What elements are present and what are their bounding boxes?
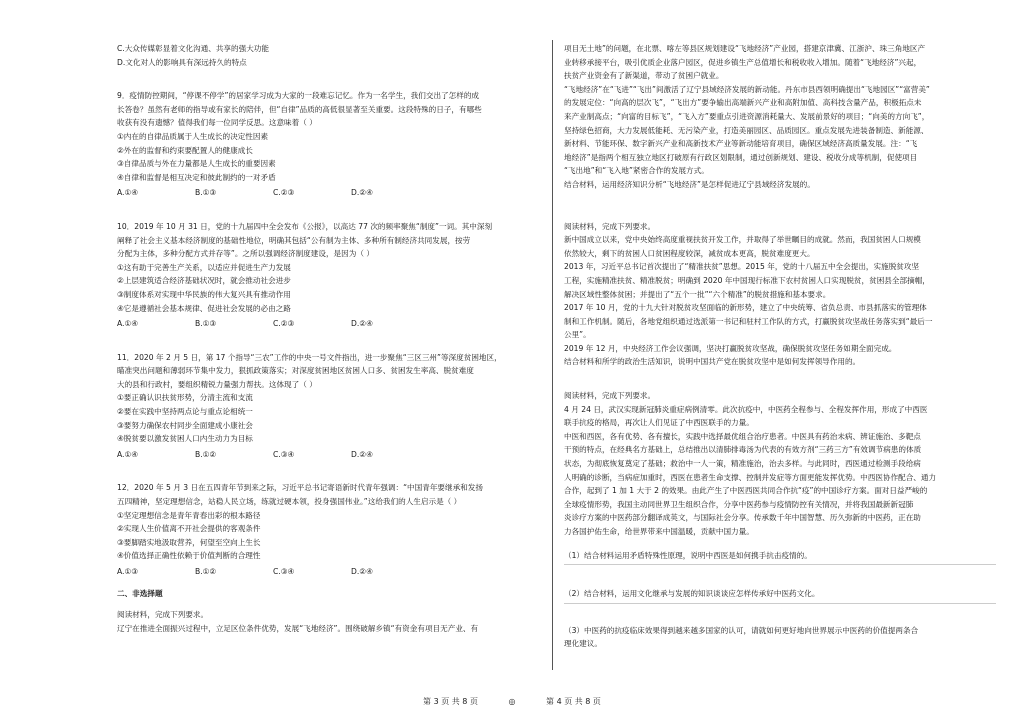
option-c: C.③④: [273, 567, 295, 576]
material-text: 力各国护佑生命，给世界带来中国温暖，贡献中国力量。: [564, 527, 754, 536]
material-text: 4 月 24 日，武汉实现新冠肺炎重症病例清零。此次抗疫中，中医药全程参与、全程发挥作用，形成了中西医: [564, 404, 928, 414]
question-11: [117, 351, 545, 462]
material-text: “飞地经济”在“飞进”“飞出”间激活了辽宁县域经济发展的新动能。丹东市县西领明确提出“飞地园区”“富营美”: [564, 84, 930, 94]
option-c: C.②③: [273, 188, 295, 198]
right-column: [564, 42, 996, 651]
center-mark: ◎: [508, 697, 516, 706]
sub-question-3-cont: 理化建议。: [564, 639, 602, 649]
material-text: 2017 年 10 月，党的十九大针对脱贫攻坚面临的新形势，建立了中央统筹、省负总责、市县抓落实的管理体: [564, 303, 927, 313]
question-13-continued: [564, 42, 996, 192]
statement-item: ②上层建筑适合经济基础状况时，就会推动社会进步: [117, 276, 291, 286]
option-d: D.②④: [351, 449, 373, 459]
material-text: 扶贫产业资金有了新渠道，带动了贫困户就业。: [564, 71, 724, 81]
left-column: [117, 42, 545, 635]
material-text: 中医和西医，各有优势、各有擅长，实践中选择最优组合治疗患者。中医具有药治未病、辨证施治、多靶点: [564, 431, 921, 441]
material-text: 坚持绿色招商，大力发展低能耗、无污染产业，打造美丽园区、品质园区。重点发展先进装备制造、新能源、: [564, 125, 929, 135]
option-a: A.①④: [117, 449, 139, 459]
material-text: 全球疫情形势，我国主动同世界卫生组织合作，分享中医药参与疫情防控有关情况，并将我国最新新冠肺: [564, 499, 914, 509]
question-stem: 11．2020 年 2 月 5 日，第 17 个指导“三农”工作的中央一号文件指出，进一步聚焦“三区三州”等深度贫困地区，: [117, 352, 502, 362]
material-text: “飞出地”和“飞入地”紧密合作的发展方式。: [564, 166, 709, 176]
statement-item: ①要正确认识扶贫形势，分清主流和支流: [117, 393, 253, 403]
material-text: 解决区域性整体贫困；并提出了“五个一批”“六个精准”的脱贫措施和基本要求。: [564, 289, 831, 299]
answer-options: [117, 186, 477, 200]
material-text: 公里”。: [564, 330, 591, 340]
statement-item: ①坚定理想信念是青年青春出彩的根本路径: [117, 510, 261, 520]
statement-item: ②要在实践中坚持两点论与重点论相统一: [117, 407, 253, 417]
material-intro: 阅读材料，完成下列要求。: [564, 221, 656, 231]
question-stem: 分配为主体，多种分配方式并存等”。之所以强调经济制度建设，是因为（ ）: [117, 249, 374, 259]
question-prompt: 结合材料，运用经济知识分析“飞地经济”是怎样促进辽宁县域经济发展的。: [564, 179, 815, 189]
statement-item: ①内在的自律品质属于人生成长的决定性因素: [117, 131, 269, 141]
statement-item: ④价值选择正确性依赖于价值判断的合理性: [117, 551, 261, 561]
option-d: D.②④: [351, 567, 373, 576]
sub-question-3: （3）中医药的抗疫临床效果得到越来越多国家的认可，请就如何更好地向世界展示中医药的价值提两条合: [564, 625, 919, 635]
material-text: 依然较大，剩下的贫困人口贫困程度较深，减贫成本更高，脱贫难度更大。: [564, 248, 815, 258]
answer-options: [117, 448, 477, 462]
option-c: C.③④: [273, 449, 295, 459]
statement-item: ③制度体系对实现中华民族的伟大复兴具有推动作用: [117, 289, 291, 299]
question-stem: 阐释了社会主义基本经济制度的基础性地位，明确其包括“公有制为主体、多种所有制经济共同发展，按劳: [117, 235, 471, 245]
material-text: 新材料、节能环保、数字新兴产业和高新技术产业等新动能培育项目，确保区域经济高质量发展。注：“飞: [564, 139, 918, 149]
question-12: [117, 481, 545, 578]
material-text: 新中国成立以来，党中央始终高度重视扶贫开发工作，并取得了举世瞩目的成就。然而，我国贫困人口规模: [564, 235, 921, 245]
option-c: C.②③: [273, 319, 295, 329]
q8-option-d: D.文化对人的影响具有深远持久的特点: [117, 57, 247, 67]
right-page-number: 第 4 页 共 8 页: [546, 697, 601, 706]
question-stem: 收获有没有遗憾？值得我们每一位同学反思。这意味着（ ）: [117, 118, 317, 128]
statement-item: ③要脚踏实地汲取营养，何望至空向上生长: [117, 537, 261, 547]
answer-options: [117, 317, 477, 331]
question-stem: 大的县和行政村，要组织精锐力量强力帮扶。这体现了（ ）: [117, 379, 317, 389]
option-a: A.①④: [117, 319, 139, 329]
page-footer: [0, 696, 1024, 707]
material-text: 工程，实施精准扶贫、精准脱贫；明确到 2020 年中国现行标准下农村贫困人口实现脱贫，贫困县全部摘帽，: [564, 275, 930, 285]
statement-item: ①这有助于完善生产关系，以适应并促进生产力发展: [117, 262, 291, 272]
material-text: 2013 年，习近平总书记首次提出了“精准扶贫”思想。2015 年，党的十八届五中全会提出，实施脱贫攻坚: [564, 262, 920, 272]
left-page-number: 第 3 页 共 8 页: [423, 697, 478, 706]
statement-item: ②实现人生价值离不开社会提供的客观条件: [117, 524, 261, 534]
material-text: 项目无土地”的问题，在北票、喀左等县区规划建设“飞地经济”产业园，搭建京津冀、江浙沪、珠三角地区产: [564, 44, 926, 53]
question-stem: 五四精神，坚定理想信念，站稳人民立场，练就过硬本领，投身强国伟业。”这给我们的人生启示是（ ）: [117, 497, 462, 507]
question-stem: 12．2020 年 5 月 3 日在五四青年节到来之际，习近平总书记寄语新时代青年强调：“中国青年要继承和发扬: [117, 483, 483, 493]
material-intro: 阅读材料，完成下列要求。: [117, 610, 209, 620]
question-stem: 9．疫情防控期间，“停课不停学”的居家学习成为大家的一段难忘记忆。作为一名学生，我们交出了怎样的成: [117, 91, 480, 101]
statement-item: ③要努力确保农村同步全面建成小康社会: [117, 420, 253, 430]
statement-item: ④自律和监督是相互决定和彼此制约的一对矛盾: [117, 172, 276, 182]
material-text: 干预的特点，在经典名方基础上，总结推出以清肺排毒汤为代表的有效方剂“三药三方”有效调节病患的体质: [564, 445, 922, 455]
material-text: 联手抗疫的格局，再次让人们见证了中西医联手的力量。: [564, 418, 754, 428]
material-text: 地经济”是指两个相互独立地区打破原有行政区划限制，通过创新规划、建设、税收分成等机制，促使项目: [564, 152, 918, 162]
question-stem: 10．2019 年 10 月 31 日，党的十九届四中全会发布《公报》，以高达 77 次的频率聚焦“制度”一词。其中深刻: [117, 221, 493, 231]
option-d: D.②④: [351, 319, 373, 329]
question-9: [117, 89, 545, 200]
q8-option-c: C.大众传媒彰显着文化沟通、共享的强大功能: [117, 44, 269, 53]
question-15: [564, 389, 996, 651]
material-text: 业转移承接平台，吸引优质企业落户园区，促进乡镇生产总值增长和税收收入增加。随着“飞地经济”兴起，: [564, 57, 922, 67]
question-prompt: 结合材料和所学的政治生活知识，说明中国共产党在脱贫攻坚中是如何发挥领导作用的。: [564, 357, 861, 367]
section-heading: 二、非选择题: [117, 588, 163, 598]
option-a: A.①④: [117, 188, 139, 198]
material-text: 炎诊疗方案的中医药部分翻译成英文，与国际社会分享。传承数千年中国智慧、历久弥新的中医药，正在助: [564, 513, 921, 523]
material-text: 的发展定位：“向高的层次飞”，“飞出方”要争输出高端新兴产业和高附加值、高科技含量产品，积极拓点未: [564, 98, 922, 108]
sub-question-1: （1）结合材料运用矛盾特殊性原理，说明中西医是如何携手抗击疫情的。: [564, 547, 996, 566]
option-b: B.①③: [195, 319, 217, 329]
option-b: B.①③: [195, 188, 217, 198]
material-text: 状态，为彻底恢复奠定了基础；救治中一人一策，精准施治，治去多样。与此同时，西医通过检测手段给病: [564, 459, 921, 469]
statement-item: ④脱贫要以激发贫困人口内生动力为目标: [117, 434, 253, 444]
material-text: 合作，起到了 1 加 1 大于 2 的效果。由此产生了中医西医共同合作抗“疫”的中国诊疗方案。面对日益严峻的: [564, 486, 928, 496]
option-b: B.①②: [195, 449, 217, 459]
question-stem: 瞄准突出问题和薄弱环节集中发力，狠抓政策落实；对深度贫困地区贫困人口多、贫困发生率高、脱贫难度: [117, 366, 474, 376]
material-text: 辽宁在推进全面振兴过程中，立足区位条件优势，发展“飞地经济”。围绕破解乡镇“有资金有项目无产业、有: [117, 623, 479, 633]
material-text: 人明确的诊断，当病症加重时，西医在患者生命支撑、控制并发症等方面更能发挥优势。中西医协作配合、通力: [564, 472, 937, 482]
question-stem: 长答卷？虽然有老师的指导或有家长的陪伴，但“自律”品质的高低很显著至关重要。这段特殊的日子，有哪些: [117, 104, 482, 114]
option-a: A.①③: [117, 567, 139, 576]
material-text: 2019 年 12 月，中央经济工作会议强调，坚决打赢脱贫攻坚战，确保脱贫攻坚任务如期全面完成。: [564, 343, 897, 353]
answer-options: [117, 565, 477, 579]
material-text: 制和工作机制。随后，各地党组织通过选派第一书记和驻村工作队的方式，打赢脱贫攻坚战任务落实到“最后一: [564, 316, 933, 326]
question-10: [117, 220, 545, 331]
column-divider: [552, 40, 553, 670]
material-text: 来产业制高点；“向富的目标飞”，“飞入方”要重点引进资源消耗量大、发展前景好的项目；“向美的方向飞”，: [564, 111, 930, 121]
statement-item: ④它是遵循社会基本规律、促进社会发展的必由之路: [117, 303, 291, 313]
option-b: B.①②: [195, 567, 217, 576]
statement-item: ③自律品质与外在力量都是人生成长的重要因素: [117, 159, 276, 169]
sub-question-2: （2）结合材料，运用文化继承与发展的知识谈谈应怎样传承好中医药文化。: [564, 585, 996, 604]
question-14: [564, 220, 996, 370]
option-d: D.②④: [351, 188, 373, 198]
statement-item: ②外在的监督和约束要配置人的健康成长: [117, 145, 253, 155]
material-intro: 阅读材料，完成下列要求。: [564, 391, 656, 401]
